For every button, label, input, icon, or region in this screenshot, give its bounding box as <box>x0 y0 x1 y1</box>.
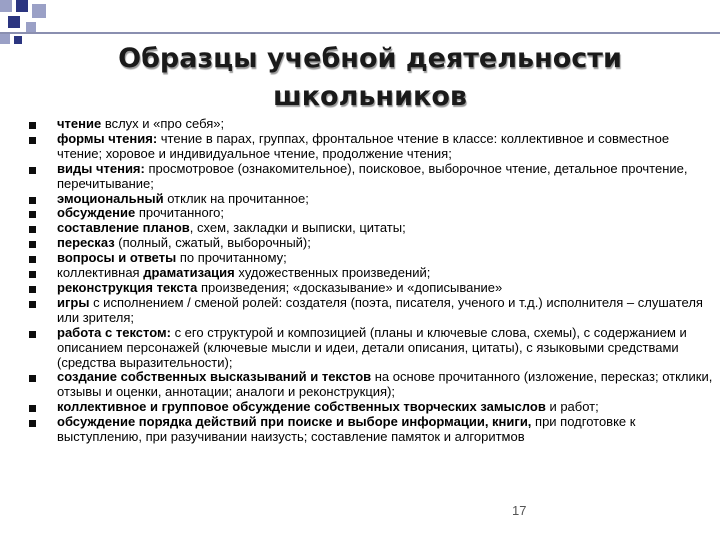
square-bullet-icon <box>29 375 36 382</box>
item-text: и работ; <box>545 399 599 415</box>
item-bold-text: драматизация <box>143 265 235 281</box>
item-bold-text: чтение <box>57 116 102 131</box>
page-number: 17 <box>512 503 527 518</box>
item-bold-text: обсуждение <box>57 205 136 221</box>
list-item <box>20 400 715 415</box>
item-bold-text: работа с текстом: <box>57 324 171 340</box>
square-bullet-icon <box>29 137 36 144</box>
list-item <box>20 221 715 236</box>
item-text: по прочитанному; <box>176 250 287 266</box>
header-divider <box>0 32 720 34</box>
item-text: художественных произведений; <box>234 265 431 281</box>
item-text: на основе прочитанного (изложение, пересказ; отклики, отзывы и оценки, аннотации; аналоги и реконструкция); <box>57 369 713 400</box>
list-item <box>20 326 715 371</box>
deco-square <box>26 22 36 32</box>
square-bullet-icon <box>29 286 36 293</box>
item-bold-text: пересказ <box>57 235 115 251</box>
square-bullet-icon <box>29 241 36 248</box>
deco-square <box>14 36 22 44</box>
activity-list <box>20 117 715 445</box>
square-bullet-icon <box>29 405 36 412</box>
deco-square <box>0 34 10 44</box>
square-bullet-icon <box>29 197 36 204</box>
item-text: (полный, сжатый, выборочный); <box>114 235 311 251</box>
list-item <box>20 192 715 207</box>
title-line-2: школьников <box>273 81 467 112</box>
deco-square <box>0 0 12 12</box>
item-text: вслух и «про себя»; <box>101 116 225 131</box>
list-item <box>20 370 715 400</box>
list-item <box>20 251 715 266</box>
item-bold-text: составление планов <box>57 220 190 236</box>
item-text: , схем, закладки и выписки, цитаты; <box>189 220 406 236</box>
list-item <box>20 236 715 251</box>
item-bold-text: обсуждение порядка действий при поиске и выборе информации, книги, <box>57 414 532 430</box>
list-item <box>20 415 715 445</box>
deco-square <box>16 0 28 12</box>
square-bullet-icon <box>29 122 36 129</box>
item-text: просмотровое (ознакомительное), поисковое, выборочное чтение, детальное прочтение, перечитывание; <box>57 160 688 191</box>
square-bullet-icon <box>29 167 36 174</box>
list-item <box>20 281 715 296</box>
item-text: произведения; «досказывание» и «дописывание» <box>197 279 503 295</box>
square-bullet-icon <box>29 226 36 233</box>
list-item <box>20 206 715 221</box>
item-text: отклик на прочитанное; <box>163 190 309 206</box>
item-bold-text: коллективное и групповое обсуждение собственных творческих замыслов <box>57 399 546 415</box>
item-text: прочитанного; <box>135 205 224 221</box>
square-bullet-icon <box>29 211 36 218</box>
item-bold-text: формы чтения: <box>57 130 158 146</box>
item-bold-text: эмоциональный <box>57 190 164 206</box>
item-bold-text: виды чтения: <box>57 160 145 176</box>
page-title <box>90 40 650 116</box>
square-bullet-icon <box>29 301 36 308</box>
list-item <box>20 117 715 132</box>
deco-square <box>8 16 20 28</box>
deco-square <box>32 4 46 18</box>
item-text: с его структурой и композицией (планы и ключевые слова, схемы), с содержанием и описанием персонажей (ключевые мысли и идеи, детали описания, цитаты), с языковыми средствами (средства выразительности); <box>57 324 687 370</box>
item-text: при подготовке к выступлению, при разучивании наизусть; составление памяток и алгоритмов <box>57 414 636 445</box>
square-bullet-icon <box>29 271 36 278</box>
item-bold-text: игры <box>57 294 90 310</box>
item-text: чтение в парах, группах, фронтальное чтение в классе: коллективное и совместное чтение; хоровое и индивидуальное чтение, продолжение чтения; <box>57 130 670 161</box>
item-bold-text: реконструкция текста <box>57 279 198 295</box>
square-bullet-icon <box>29 331 36 338</box>
list-item <box>20 162 715 192</box>
list-item <box>20 296 715 326</box>
list-item <box>20 266 715 281</box>
square-bullet-icon <box>29 420 36 427</box>
item-bold-text: вопросы и ответы <box>57 250 177 266</box>
square-bullet-icon <box>29 256 36 263</box>
item-text: с исполнением / сменой ролей: создателя (поэта, писателя, ученого и т.д.) исполнителя – слушателя или зрителя; <box>57 294 703 325</box>
item-bold-text: создание собственных высказываний и текстов <box>57 369 372 385</box>
list-item <box>20 132 715 162</box>
title-line-1: Образцы учебной деятельности <box>118 43 622 74</box>
item-prefix-text: коллективная <box>57 265 144 281</box>
